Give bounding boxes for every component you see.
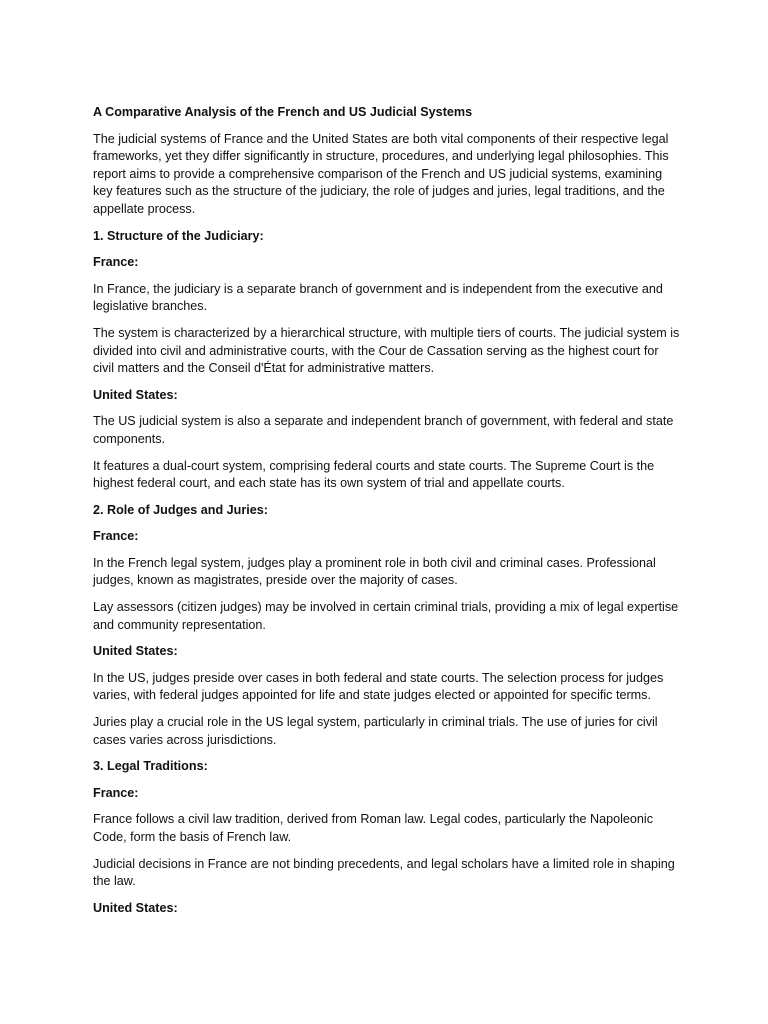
paragraph: Judicial decisions in France are not binding precedents, and legal scholars have a limited role in shaping the law. <box>93 856 675 889</box>
document-page <box>93 104 683 926</box>
paragraph: In France, the judiciary is a separate branch of government and is independent from the executive and legislative branches. <box>93 281 663 314</box>
subheading-united-states: United States: <box>93 644 178 659</box>
paragraph: It features a dual-court system, comprising federal courts and state courts. The Supreme Court is the highest federal court, and each state has its own system of trial and appellate courts. <box>93 458 655 491</box>
paragraph: The US judicial system is also a separate and independent branch of government, with federal and state components. <box>93 414 674 446</box>
paragraph: In the US, judges preside over cases in both federal and state courts. The selection process for judges varies, with federal judges appointed for life and state judges elected or appointed for specific terms. <box>93 670 664 703</box>
section-heading-legal-traditions: 3. Legal Traditions: <box>93 759 208 774</box>
section-heading-judges-juries: 2. Role of Judges and Juries: <box>93 502 268 517</box>
paragraph: Lay assessors (citizen judges) may be involved in certain criminal trials, providing a mix of legal expertise and community representation. <box>93 600 679 632</box>
subheading-united-states: United States: <box>93 387 178 402</box>
section-heading-structure: 1. Structure of the Judiciary: <box>93 228 264 243</box>
subheading-france: France: <box>93 785 139 800</box>
document-title: A Comparative Analysis of the French and US Judicial Systems <box>93 105 473 119</box>
subheading-france: France: <box>93 529 139 544</box>
paragraph: The system is characterized by a hierarchical structure, with multiple tiers of courts. The judicial system is divided into civil and administrative courts, with the Cour de Cassation serving as the highest court for civil matters and the Conseil d'État for administrative matters. <box>93 325 680 376</box>
paragraph: France follows a civil law tradition, derived from Roman law. Legal codes, particularly the Napoleonic Code, form the basis of French law. <box>93 812 653 844</box>
intro-paragraph: The judicial systems of France and the United States are both vital components of their respective legal frameworks, yet they differ significantly in structure, procedures, and underlying legal philosophies. This report aims to provide a comprehensive comparison of the French and US judicial systems, examining key features such as the structure of the judiciary, the role of judges and juries, legal traditions, and the appellate process. <box>93 131 669 216</box>
subheading-united-states: United States: <box>93 900 178 915</box>
paragraph: In the French legal system, judges play a prominent role in both civil and criminal cases. Professional judges, known as magistrates, preside over the majority of cases. <box>93 555 656 588</box>
subheading-france: France: <box>93 255 139 270</box>
paragraph: Juries play a crucial role in the US legal system, particularly in criminal trials. The use of juries for civil cases varies across jurisdictions. <box>93 715 658 747</box>
